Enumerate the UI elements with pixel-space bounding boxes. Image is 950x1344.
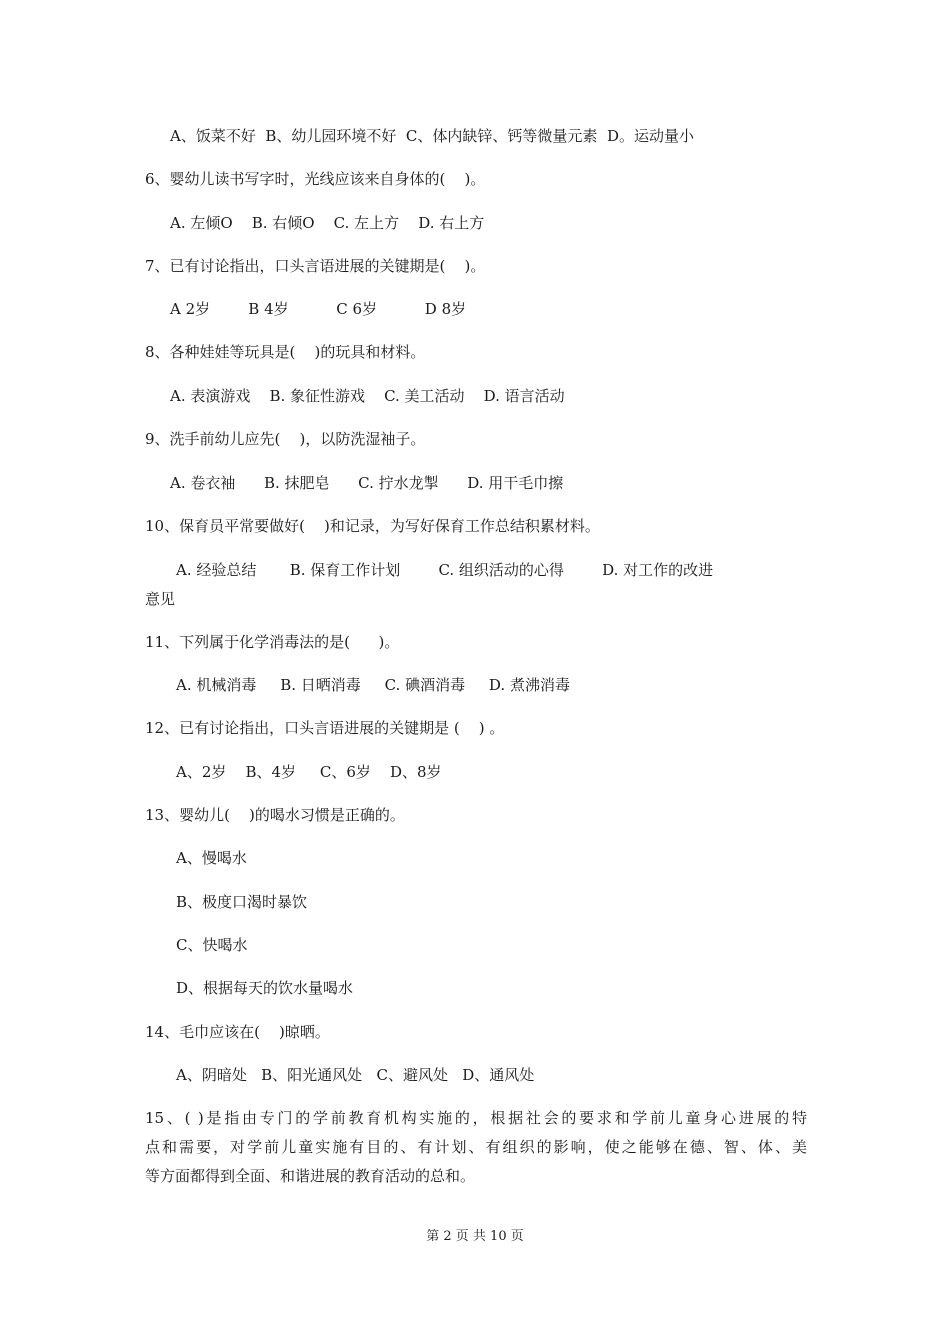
question-12-options: A、2岁 B、4岁 C、6岁 D、8岁	[176, 763, 442, 781]
question-5-options: A、饭菜不好 B、幼儿园环境不好 C、体内缺锌、钙等微量元素 D。运动量小	[170, 127, 694, 145]
question-13: 13、婴幼儿( )的喝水习惯是正确的。	[145, 806, 405, 824]
question-8: 8、各种娃娃等玩具是( )的玩具和材料。	[145, 343, 426, 361]
question-9-options: A. 卷衣袖 B. 抹肥皂 C. 拧水龙掣 D. 用干毛巾擦	[170, 474, 564, 492]
question-15-line-1: 15、( )是指由专门的学前教育机构实施的，根据社会的要求和学前儿童身心进展的特	[145, 1109, 807, 1127]
page-footer: 第 2 页 共 10 页	[426, 1229, 524, 1244]
question-10: 10、保育员平常要做好( )和记录，为写好保育工作总结积累材料。	[145, 517, 600, 535]
question-13-option-b: B、极度口渴时暴饮	[176, 893, 308, 911]
question-8-options: A. 表演游戏 B. 象征性游戏 C. 美工活动 D. 语言活动	[170, 387, 565, 405]
question-11-options: A. 机械消毒 B. 日晒消毒 C. 碘酒消毒 D. 煮沸消毒	[176, 676, 570, 694]
question-7-options: A 2岁 B 4岁 C 6岁 D 8岁	[170, 300, 467, 318]
question-15-line-3: 等方面都得到全面、和谐进展的教育活动的总和。	[145, 1167, 476, 1185]
question-10-options-continued: 意见	[145, 590, 176, 608]
question-10-options: A. 经验总结 B. 保育工作计划 C. 组织活动的心得 D. 对工作的改进	[176, 561, 714, 579]
question-7: 7、已有讨论指出，口头言语进展的关键期是( )。	[145, 257, 486, 275]
question-12: 12、已有讨论指出，口头言语进展的关键期是 ( ) 。	[145, 719, 505, 737]
question-11: 11、下列属于化学消毒法的是( )。	[145, 633, 400, 651]
question-13-option-a: A、慢喝水	[176, 849, 247, 867]
question-6: 6、婴幼儿读书写字时，光线应该来自身体的( )。	[145, 170, 486, 188]
question-15-line-2: 点和需要，对学前儿童实施有目的、有计划、有组织的影响，使之能够在德、智、体、美	[145, 1138, 807, 1156]
question-6-options: A. 左倾O B. 右倾O C. 左上方 D. 右上方	[170, 214, 485, 232]
question-13-option-c: C、快喝水	[176, 936, 248, 954]
question-13-option-d: D、根据每天的饮水量喝水	[176, 979, 354, 997]
question-14-options: A、阴暗处 B、阳光通风处 C、避风处 D、通风处	[176, 1066, 535, 1084]
question-9: 9、洗手前幼儿应先( )，以防洗湿袖子。	[145, 430, 426, 448]
question-14: 14、毛巾应该在( )晾晒。	[145, 1023, 330, 1041]
